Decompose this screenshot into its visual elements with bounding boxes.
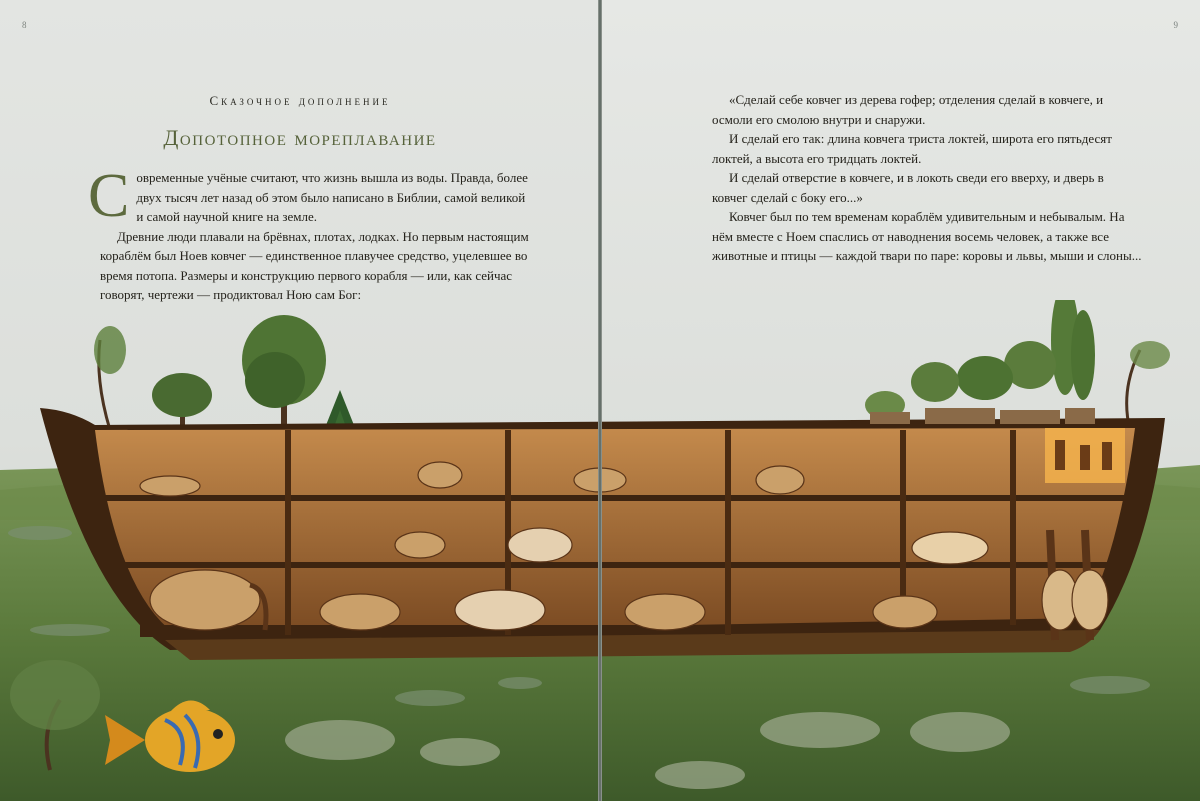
section-label: Сказочное дополнение bbox=[209, 93, 391, 108]
drop-cap: С bbox=[88, 162, 130, 230]
quote-paragraph: И сделай его так: длина ковчега триста локтей, широта его пятьдесят локтей, а высота его тридцать локтей. bbox=[712, 131, 1112, 166]
intro-paragraph bbox=[88, 162, 530, 230]
chapter-title: Допотопное мореплавание bbox=[163, 125, 437, 150]
intro-paragraph-text: овременные учёные считают, что жизнь вышла из воды. Правда, более двух тысяч лет назад об этом было написано в Библии, самой великой и самой научной книге на земле. bbox=[136, 170, 528, 224]
quote-paragraph: И сделай отверстие в ковчеге, и в локоть сведи его вверху, и дверь в ковчег сделай с боку его...» bbox=[712, 170, 1104, 205]
page-number-right: 9 bbox=[1173, 20, 1178, 30]
left-body-text bbox=[88, 162, 530, 305]
page-number-left: 8 bbox=[22, 20, 27, 30]
quote-paragraph: «Сделай себе ковчег из дерева гофер; отделения сделай в ковчеге, и осмоли его смолою внутри и снаружи. bbox=[712, 92, 1104, 127]
body-paragraph: Ковчег был по тем временам кораблём удивительным и небывалым. На нём вместе с Ноем спаслись от наводнения восемь человек, а также все животные и птицы — каждой твари по паре: коровы и львы, мыши и слоны... bbox=[712, 209, 1142, 263]
body-paragraph: Древние люди плавали на брёвнах, плотах, лодках. Но первым настоящим кораблём был Ноев ковчег — единственное плавучее средство, уцелевшее во время потопа. Размеры и конструкцию первого корабля — или, как сейчас говорят, чертежи — продиктовал Ною сам Бог: bbox=[100, 228, 529, 302]
book-gutter bbox=[598, 0, 602, 801]
right-body-text bbox=[712, 90, 1142, 266]
